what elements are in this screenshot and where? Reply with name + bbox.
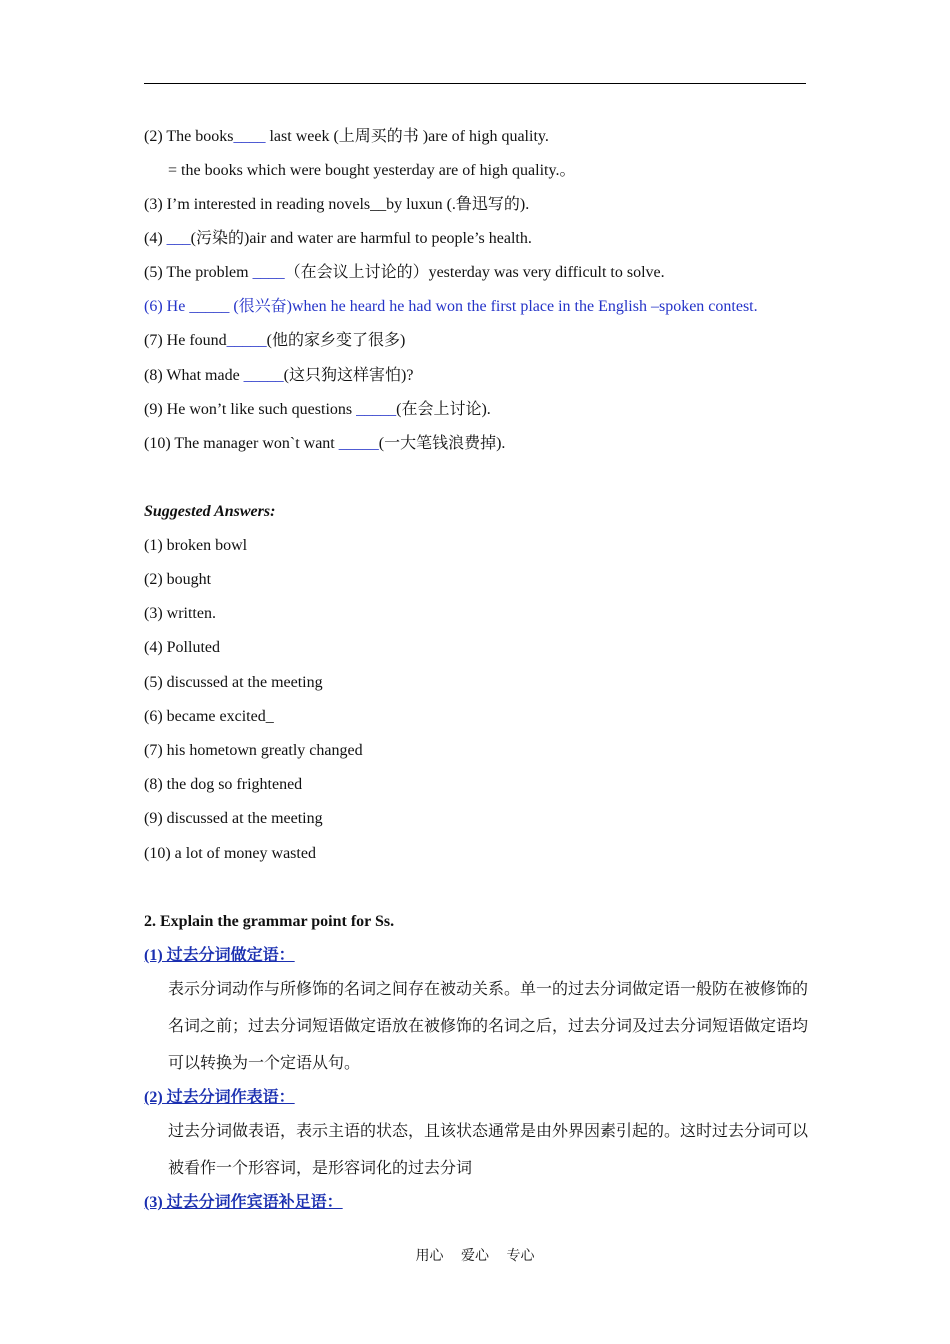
header-rule	[144, 83, 806, 84]
answer-item: (3) written.	[144, 605, 216, 622]
exercise-5: (5) The problem ____（在会议上讨论的）yesterday was very difficult to solve.	[144, 264, 665, 281]
exercise-6: (6) He _____ (很兴奋)when he heard he had won the first place in the English –spoken contest.	[144, 298, 758, 315]
exercise-4: (4) ___(污染的)air and water are harmful to people’s health.	[144, 230, 532, 247]
grammar-paragraph-1: 表示分词动作与所修饰的名词之间存在被动关系。单一的过去分词做定语一般防在被修饰的名词之前；过去分词短语做定语放在被修饰的名词之后，过去分词及过去分词短语做定语均可以转换为一个定语从句。	[168, 981, 809, 1072]
grammar-paragraph-2: 过去分词做表语，表示主语的状态，且该状态通常是由外界因素引起的。这时过去分词可以被看作一个形容词，是形容词化的过去分词	[168, 1123, 809, 1177]
grammar-title: 2. Explain the grammar point for Ss.	[144, 913, 395, 930]
answer-item: (9) discussed at the meeting	[144, 810, 323, 827]
page-footer: 用心 爱心 专心	[415, 1249, 535, 1264]
exercise-8: (8) What made _____(这只狗这样害怕)?	[144, 367, 414, 384]
exercise-2-rewrite: = the books which were bought yesterday are of high quality.。	[168, 162, 576, 179]
answer-item: (6) became excited_	[144, 708, 274, 725]
exercise-9: (9) He won’t like such questions _____(在会上讨论).	[144, 401, 491, 418]
grammar-heading-1: (1) 过去分词做定语：	[144, 947, 295, 964]
answer-item: (5) discussed at the meeting	[144, 674, 323, 691]
grammar-heading-3: (3) 过去分词作宾语补足语：	[144, 1194, 343, 1211]
exercise-3: (3) I’m interested in reading novels__by luxun (.鲁迅写的).	[144, 196, 530, 213]
answer-item: (10) a lot of money wasted	[144, 845, 316, 862]
answer-item: (8) the dog so frightened	[144, 776, 303, 793]
exercise-10: (10) The manager won`t want _____(一大笔钱浪费掉).	[144, 435, 506, 452]
exercise-7: (7) He found_____(他的家乡变了很多)	[144, 332, 406, 349]
answer-item: (4) Polluted	[144, 639, 220, 656]
exercise-2: (2) The books____ last week (上周买的书 )are of high quality.	[144, 128, 549, 145]
answers-title: Suggested Answers:	[144, 503, 276, 520]
answer-item: (2) bought	[144, 571, 212, 588]
answer-item: (1) broken bowl	[144, 537, 248, 554]
answer-item: (7) his hometown greatly changed	[144, 742, 363, 759]
grammar-heading-2: (2) 过去分词作表语：	[144, 1089, 295, 1106]
